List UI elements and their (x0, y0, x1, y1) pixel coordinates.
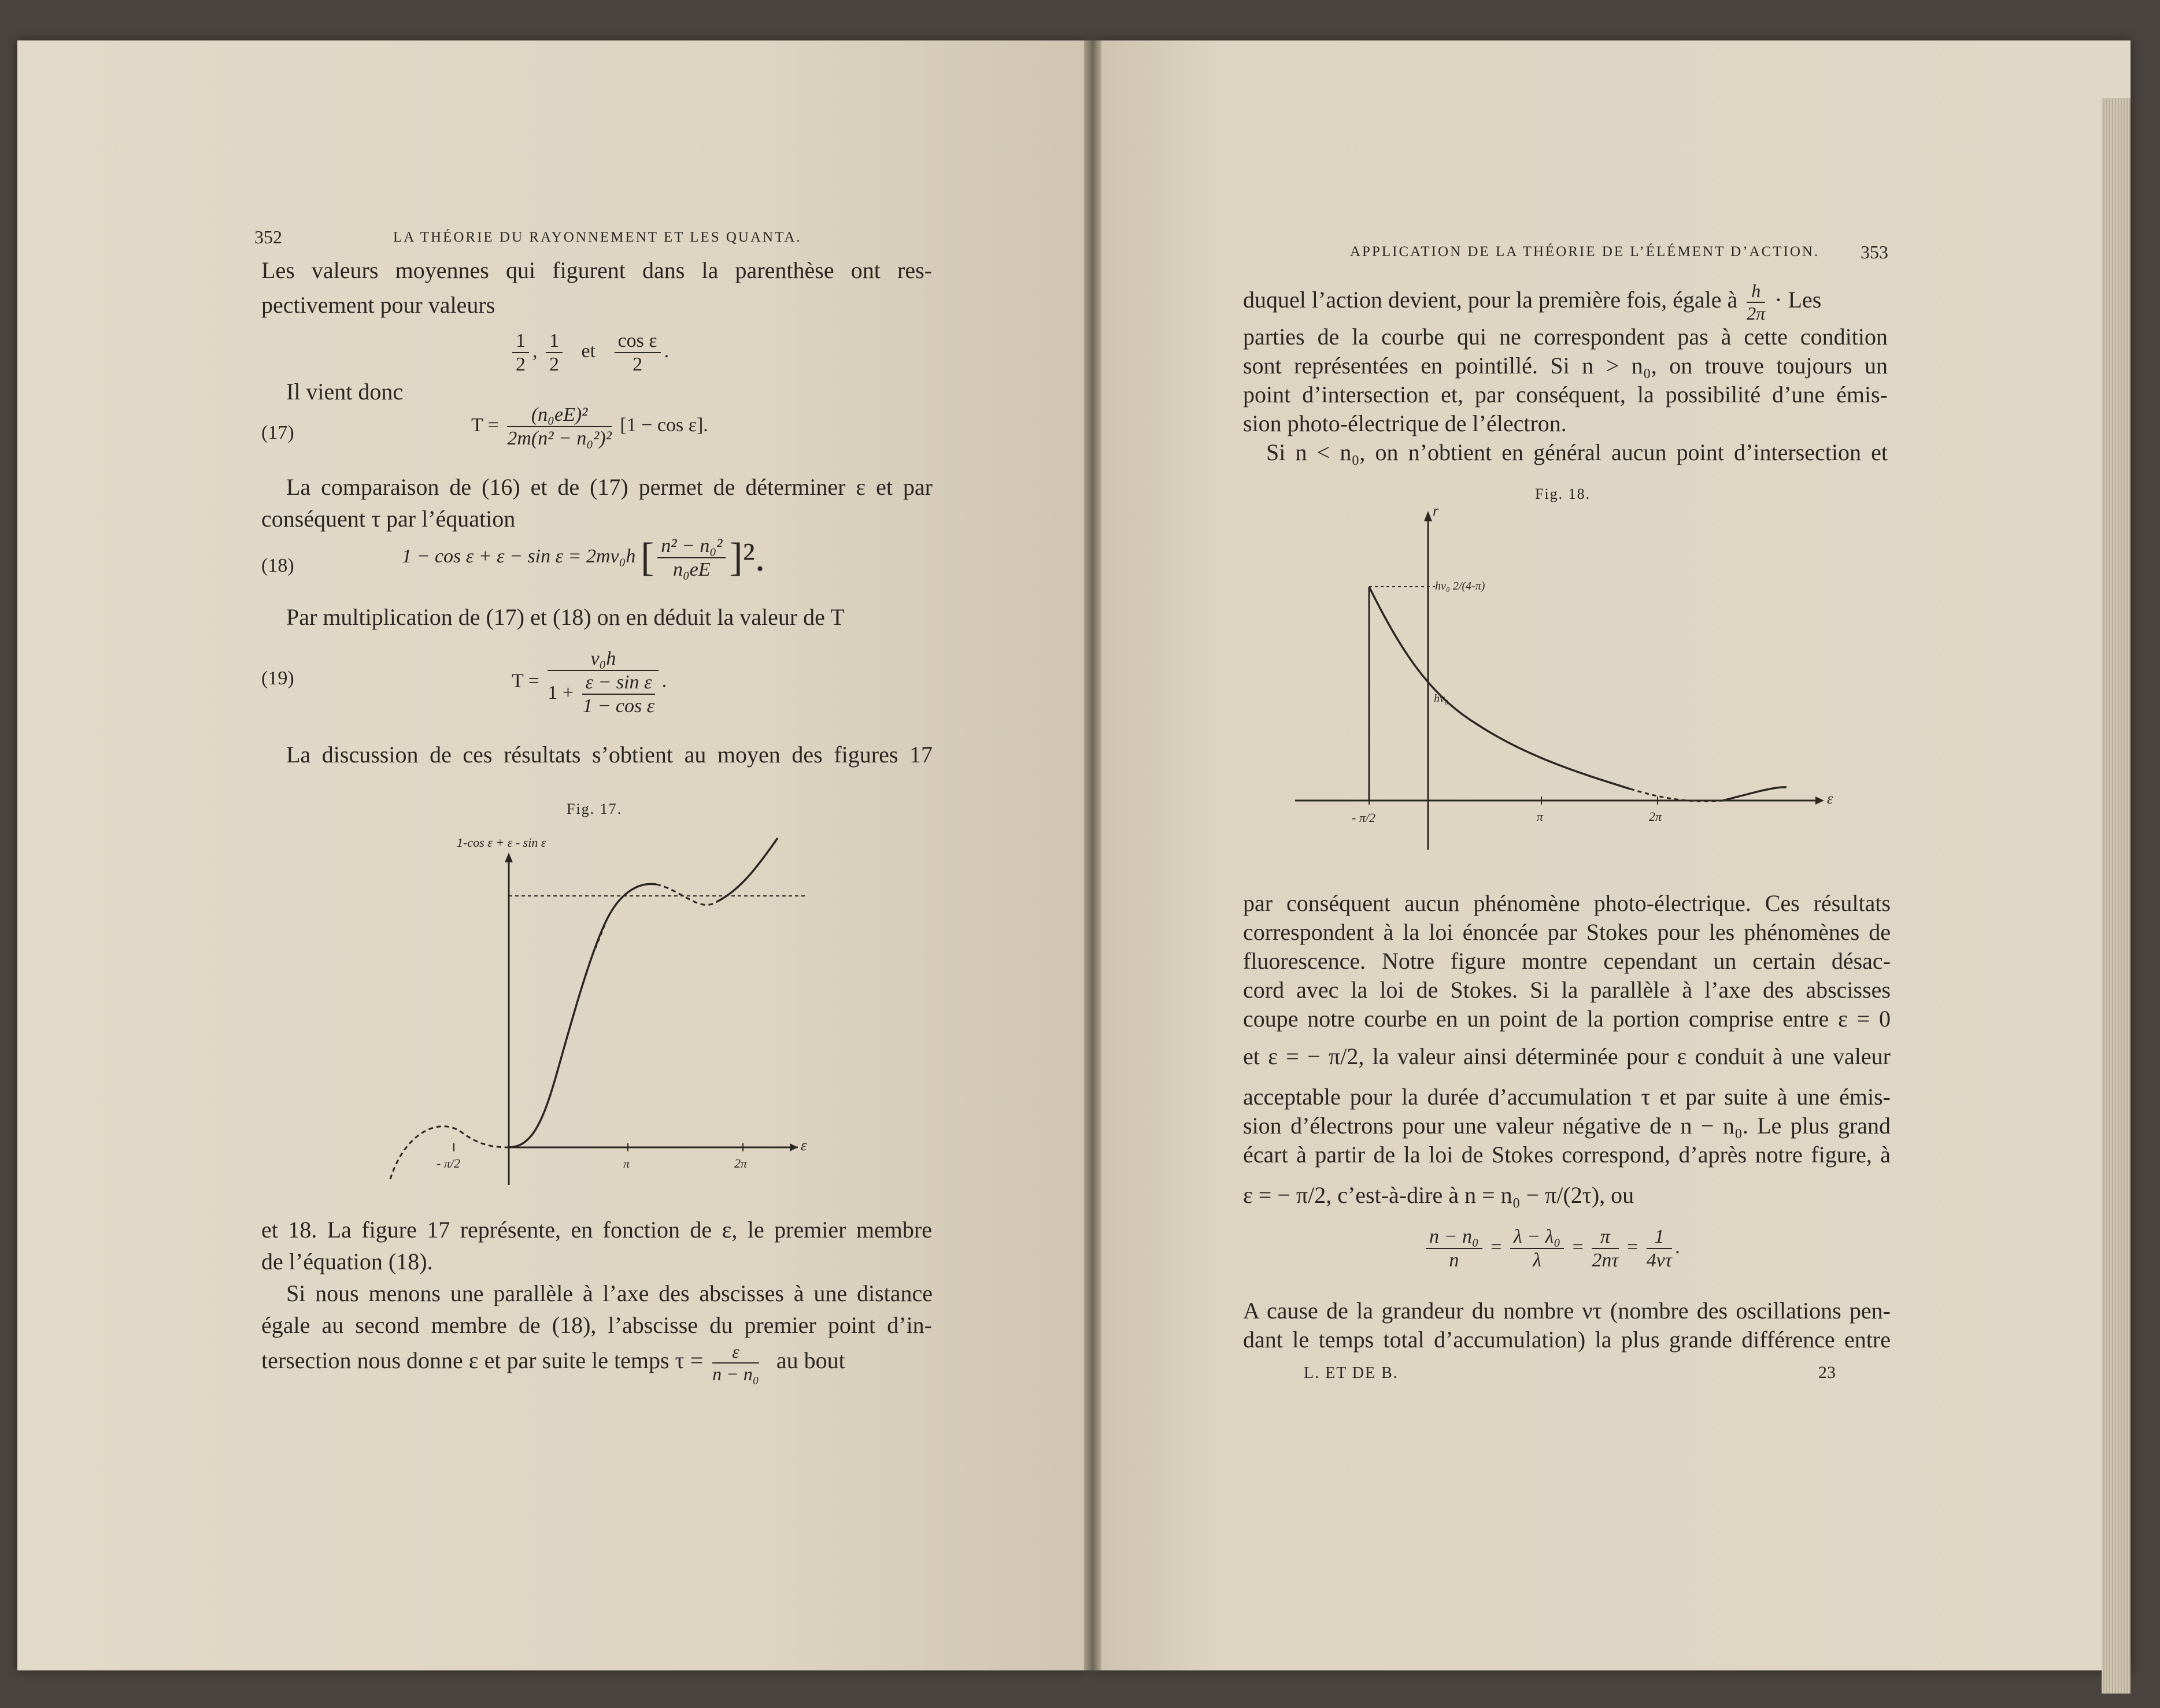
equation-19: T = ν₀h 1 + $\frac{\text{ε − sin ε}}{\text{1 − cos ε}}$ . (512, 648, 667, 717)
fig17-curve-rising (717, 838, 778, 902)
left-para-6a: Si nous menons une parallèle à l’axe des abscisses à une distance (286, 1280, 933, 1306)
fig17-tick-2pi: 2π (734, 1156, 748, 1170)
right-para-1c: point d’intersection et, par conséquent, la possibilité d’une émis- (1243, 381, 1888, 407)
right-para-3i: écart à partir de la loi de Stokes correspond, d’après notre figure, à (1243, 1142, 1891, 1168)
fig18-curve-tail (1723, 787, 1787, 801)
fig18-tick-2pi: 2π (1649, 809, 1662, 824)
right-para-3a: par conséquent aucun phénomène photo-électrique. Ces résultats (1243, 890, 1891, 916)
right-para-3g: acceptable pour la durée d’accumulation τ et par suite à une émis- (1243, 1084, 1891, 1110)
fig18-tick-neg-pi-half: - π/2 (1352, 810, 1375, 825)
equation-final: $\frac{\text{n − n₀}}{n}$ = $\frac{\text{λ − λ₀}}{\lambda}$ = $\frac{\pi}{2n\tau}$ = $\frac{1}{4\nu\tau}$ . (1422, 1225, 1680, 1272)
equation-17: T = $\frac{\text{(n₀eE)²}}{\text{2m(n² − n₀²)²}}$ [1 − cos ε]. (471, 404, 708, 450)
right-para-3b: correspondent à la loi énoncée par Stokes pour les phénomènes de (1243, 919, 1891, 945)
right-para-3c: fluorescence. Notre figure montre cependant un certain désac- (1243, 948, 1891, 974)
left-para-6c: tersection nous donne ε et par suite le temps τ = $\frac{\varepsilon}{\text{n − n₀}}$ au bout (261, 1341, 845, 1384)
fig18-x-label: ε (1827, 790, 1833, 807)
eq17-number: (17) (261, 422, 294, 443)
fig17-tick-pi: π (623, 1156, 630, 1170)
right-para-3f: et ε = − π/2, la valeur ainsi déterminée pour ε conduit à une valeur (1243, 1043, 1891, 1069)
fig17-caption: Fig. 17. (567, 801, 623, 817)
right-para-3h: sion d’électrons pour une valeur négative de n − n₀. Le plus grand (1243, 1113, 1891, 1139)
fig18-label-mid: hν₀ (1434, 692, 1449, 705)
fig17-y-arrow (505, 853, 513, 862)
fig17-tick-neg-pi-half: - π/2 (437, 1156, 460, 1170)
right-para-3j: ε = − π/2, c’est-à-dire à n = n₀ − π/(2τ), ou (1243, 1182, 1634, 1208)
right-para-4b: dant le temps total d’accumulation) la plus grande différence entre (1243, 1327, 1891, 1353)
page-edges (2102, 98, 2131, 1694)
figure-18 (1284, 503, 1850, 850)
left-para-2a: La comparaison de (16) et de (17) permet de déterminer ε et par (286, 474, 933, 500)
right-running-head: APPLICATION DE LA THÉORIE DE L’ÉLÉMENT D’ACTION. (1350, 244, 1820, 260)
right-para-2: Si n < n₀, on n’obtient en général aucun point d’intersection et (1266, 439, 1888, 465)
eq18-number: (18) (261, 555, 294, 576)
right-para-1a: parties de la courbe qui ne correspondent pas à cette condition (1243, 324, 1888, 350)
fig18-y-label: r (1433, 503, 1439, 519)
figure-17 (370, 821, 994, 1191)
right-para-1-start: duquel l’action devient, pour la première fois, égale à $\frac{h}{2\pi}$ · Les (1243, 280, 1822, 324)
fig18-caption: Fig. 18. (1535, 486, 1591, 502)
left-para-1a: Les valeurs moyennes qui figurent dans la parenthèse ont res- (261, 257, 932, 283)
fig18-curve-solid (1369, 587, 1630, 789)
book-gutter (1084, 40, 1101, 1670)
fig17-curve-left-dashed (390, 1127, 509, 1179)
fig17-y-label: 1-cos ε + ε - sin ε (457, 835, 546, 850)
left-para-2b: conséquent τ par l’équation (261, 506, 516, 532)
left-para-5a: et 18. La figure 17 représente, en fonction de ε, le premier membre (261, 1217, 932, 1243)
fig18-x-arrow (1815, 796, 1824, 805)
left-para-1b: pectivement pour valeurs (261, 292, 495, 318)
right-para-1d: sion photo-électrique de l’électron. (1243, 410, 1567, 436)
fig17-curve-dashed-dip (656, 884, 717, 905)
left-para-3: Par multiplication de (17) et (18) on en déduit la valeur de T (286, 604, 845, 630)
right-footer-signature: L. ET DE B. (1304, 1364, 1399, 1382)
left-running-head: LA THÉORIE DU RAYONNEMENT ET LES QUANTA. (393, 229, 802, 245)
right-para-4a: A cause de la grandeur du nombre ντ (nombre des oscillations pen- (1243, 1298, 1891, 1324)
fig18-curve-dashed (1630, 789, 1723, 801)
right-para-3d: cord avec la loi de Stokes. Si la parallèle à l’axe des abscisses (1243, 977, 1891, 1003)
right-page-number: 353 (1861, 242, 1888, 262)
fig17-x-arrow (790, 1143, 798, 1151)
left-para-5b: de l’équation (18). (261, 1248, 433, 1274)
left-page-number: 352 (254, 227, 282, 247)
right-para-3e: coupe notre courbe en un point de la portion comprise entre ε = 0 (1243, 1006, 1891, 1032)
right-para-1b: sont représentées en pointillé. Si n > n₀, on trouve toujours un (1243, 353, 1888, 379)
eq19-number: (19) (261, 668, 294, 689)
equation-18: 1 − cos ε + ε − sin ε = 2mν₀h [ $\frac{\text{n² − n₀²}}{\text{n₀eE}}$ ]². (402, 535, 765, 581)
fig18-label-top: hν₀ 2/(4-π) (1435, 580, 1485, 592)
il-vient-donc: Il vient donc (286, 379, 404, 405)
left-para-6b: égale au second membre de (18), l’abscisse du premier point d’in- (261, 1312, 932, 1338)
fig18-tick-pi: π (1537, 809, 1544, 824)
right-footer-signature-number: 23 (1818, 1363, 1836, 1382)
means-values: $\frac{1}{2}$ , $\frac{1}{2}$ et $\frac{\text{cos ε}}{2}$ . (509, 329, 669, 376)
left-para-4: La discussion de ces résultats s’obtient au moyen des figures 17 (286, 742, 933, 768)
fig18-y-arrow (1424, 511, 1432, 521)
fig17-x-label: ε (801, 1137, 807, 1154)
fig17-curve-solid (509, 884, 656, 1147)
